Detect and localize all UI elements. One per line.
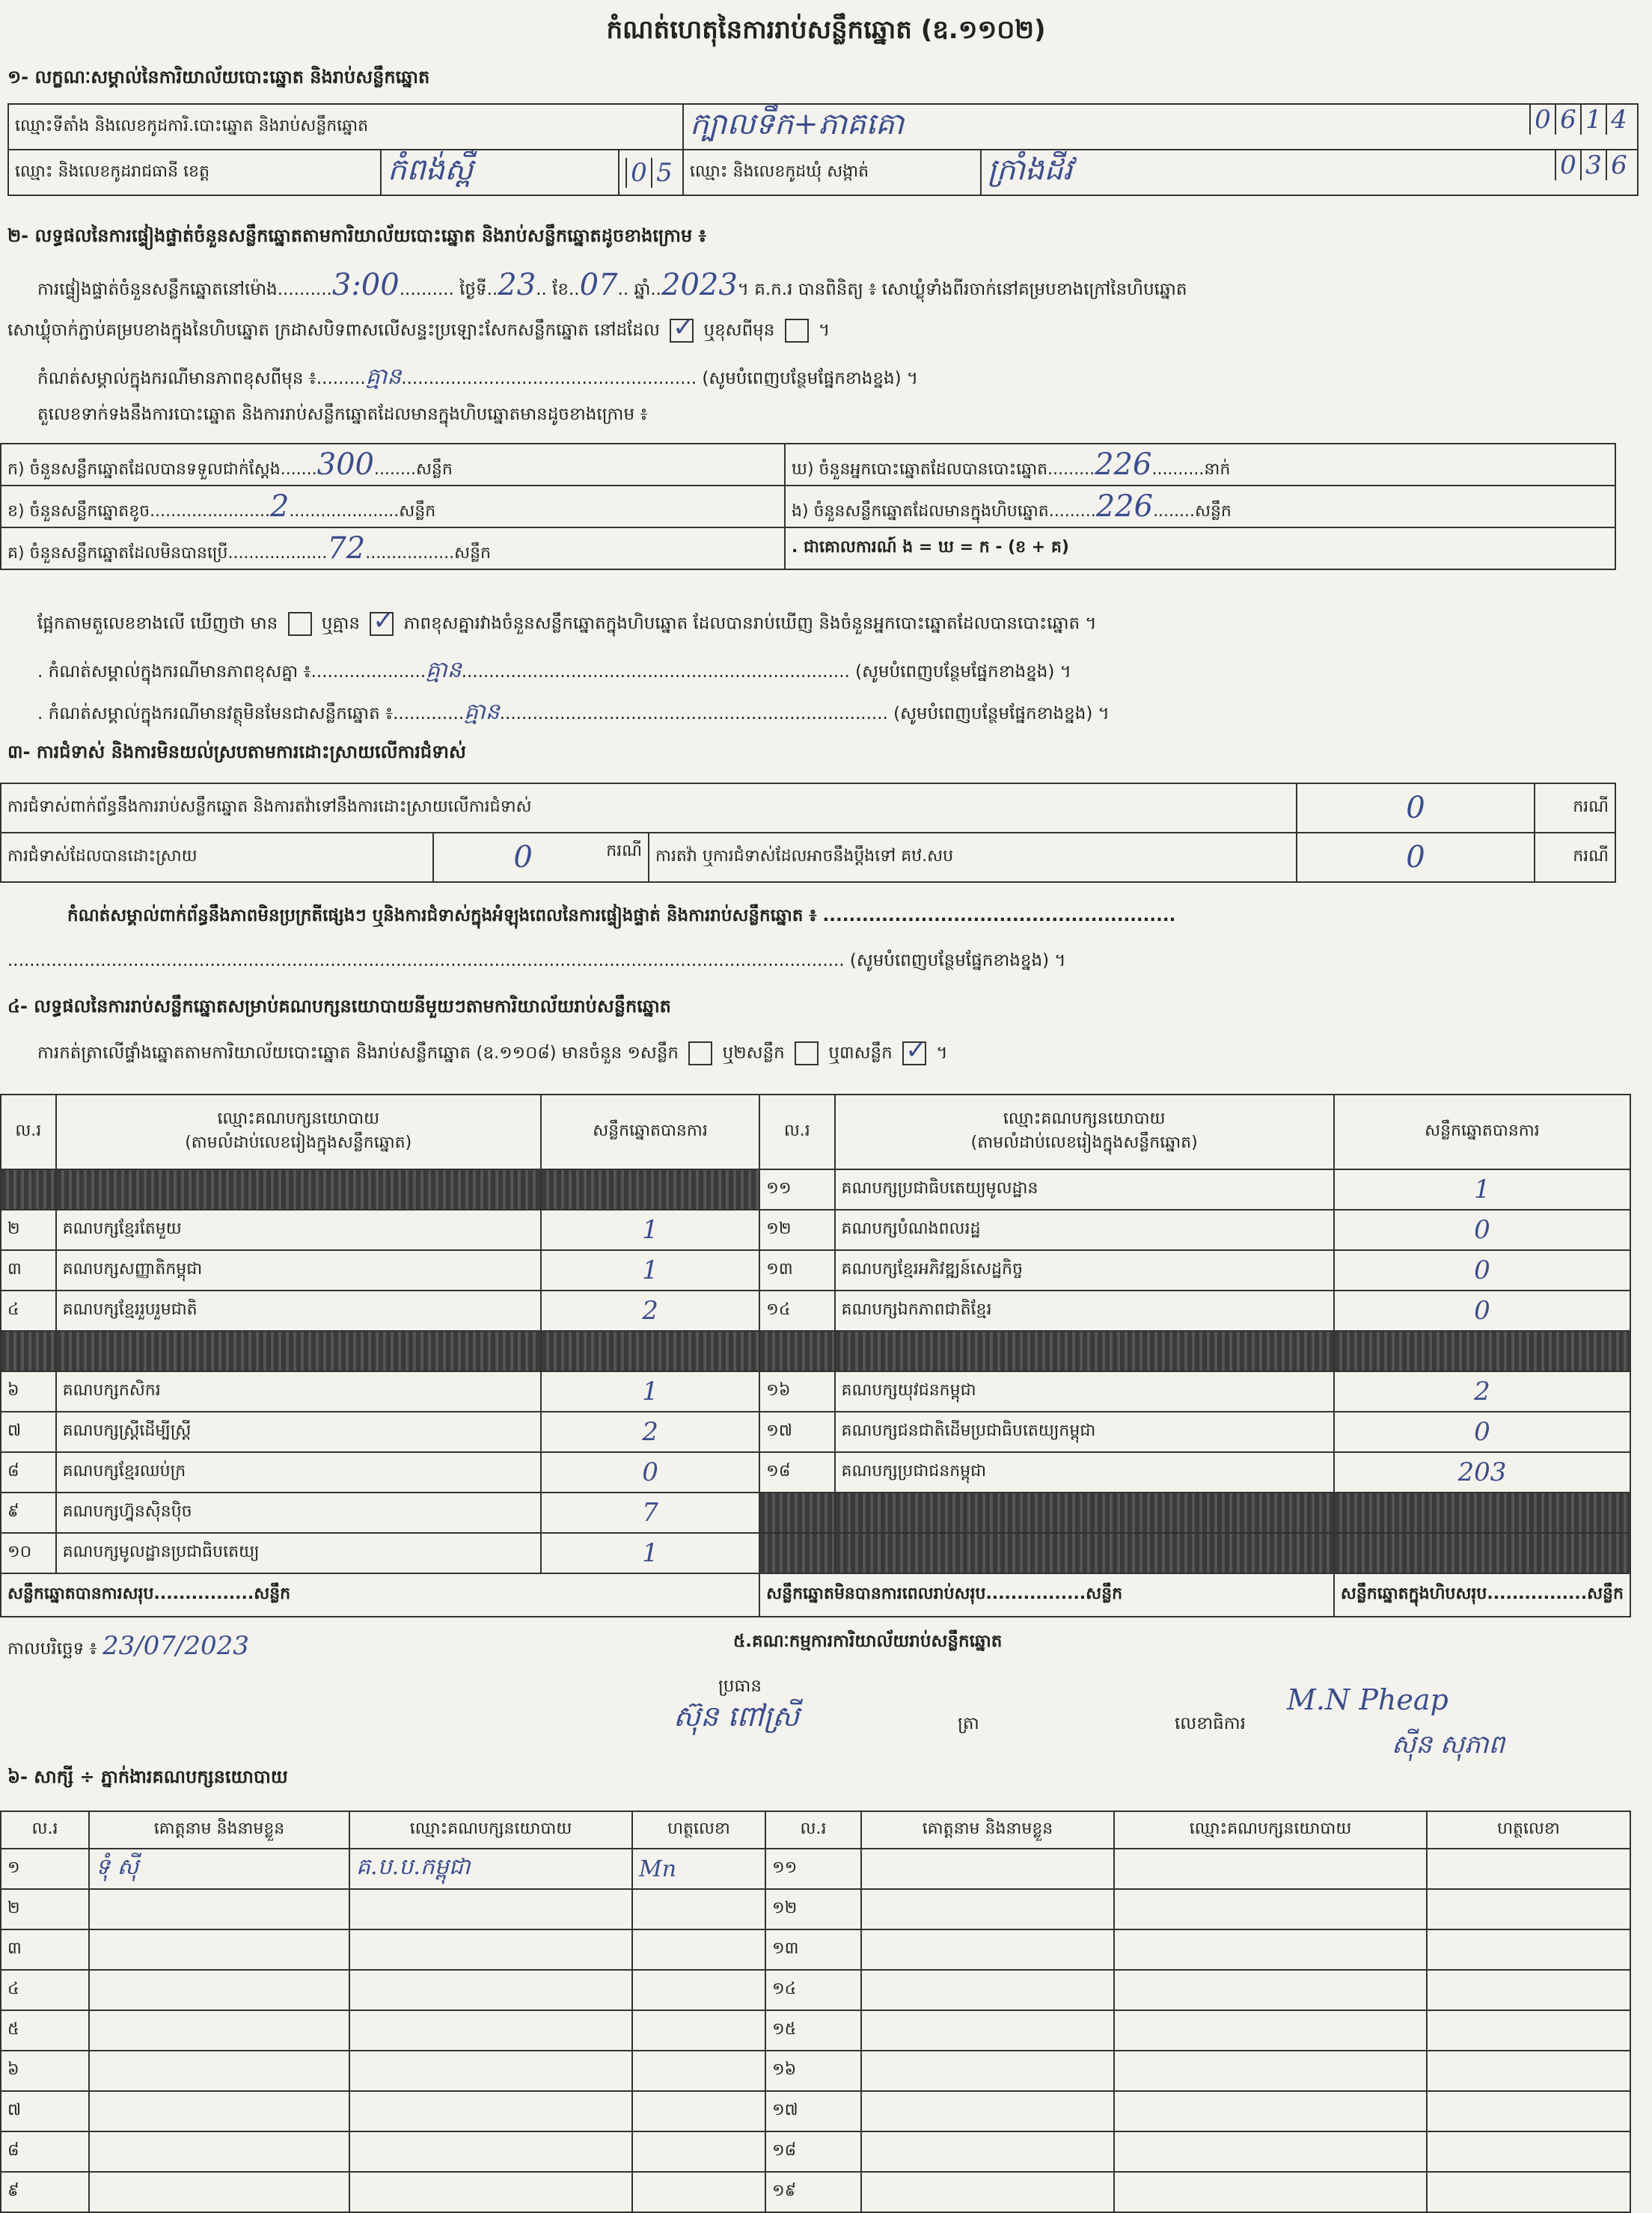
party-no: [1, 1331, 56, 1371]
verify-month-value: 07: [579, 268, 618, 302]
dots: ................: [985, 1585, 1086, 1603]
party-no: ៣: [1, 1250, 56, 1291]
party-row: [1, 1331, 1630, 1371]
party-name: គណបក្សខ្មែររួបរួមជាតិ: [56, 1291, 541, 1331]
unused-ballots-value: 72: [327, 530, 366, 566]
witness-no: ៧: [1, 2091, 89, 2131]
station-label: ឈ្មោះទីតាំង និងលេខកូដការិ.បោះឆ្នោត និងរាប់សន្លឹកឆ្នោត: [8, 104, 683, 150]
secretary-label: លេខាធិការ: [1175, 1714, 1246, 1733]
witness-name: [861, 2091, 1114, 2131]
witness-party: [349, 2172, 632, 2212]
party-name: គណបក្សបំណងពលរដ្ឋ: [835, 1210, 1334, 1250]
witness-signature: [1427, 1849, 1630, 1889]
received-ballots-value: 300: [316, 447, 375, 482]
party-no: [759, 1331, 834, 1371]
witness-name: [861, 1970, 1114, 2010]
ballots-in-box-label: ង) ចំនួនសន្លឹកឆ្នោតដែលមានក្នុងហិបឆ្នោត: [792, 501, 1049, 521]
witness-no: ១: [1, 1849, 89, 1889]
complaints-resolved-value: 0: [513, 840, 533, 875]
party-no: [759, 1493, 834, 1533]
witness-name: [89, 2131, 349, 2172]
party-name: គណបក្សមូលដ្ឋានប្រជាធិបតេយ្យ: [56, 1533, 541, 1573]
verify-day-value: 23: [498, 268, 536, 302]
section3-heading: ៣- ការជំទាស់ និងការមិនយល់ស្របតាមការដោះស្រាយលើការជំទាស់: [7, 741, 466, 762]
unit-label: នាក់: [1204, 459, 1231, 479]
party-no: ១៣: [759, 1250, 834, 1291]
witness-col-party: ឈ្មោះគណបក្សនយោបាយ: [349, 1811, 632, 1849]
three-sheets-label: ឬ៣សន្លឹក: [828, 1043, 893, 1063]
total-valid-cell: [1, 1573, 759, 1617]
stamp-label: ត្រា: [958, 1714, 979, 1733]
unit-label: សន្លឹក: [1086, 1585, 1123, 1603]
discrepancy-no-label: ឬគ្មាន: [321, 613, 360, 634]
line-end: ។: [936, 1043, 948, 1063]
witness-row: [1, 2051, 1630, 2091]
witness-name: [861, 1849, 1114, 1889]
witness-name: ទុំ ស៊ី: [89, 1849, 349, 1889]
witness-name: [861, 2051, 1114, 2091]
party-no: ១៤: [759, 1291, 834, 1331]
seal-intact-checkbox[interactable]: [670, 319, 694, 343]
witness-name: [89, 2091, 349, 2131]
witness-table: [0, 1811, 1631, 2213]
witness-party: [349, 2131, 632, 2172]
commune-code-digit: 0: [1555, 150, 1580, 180]
commune-code-digit: 6: [1606, 150, 1631, 180]
note-object-label: . កំណត់សម្គាល់ក្នុងករណីមានវត្ថុមិនមែនជាសន្លឹកឆ្នោត ៖: [37, 704, 394, 723]
witness-signature: [632, 2091, 765, 2131]
party-name: [835, 1493, 1334, 1533]
difference-note-suffix: (សូមបំពេញបន្ថែមផ្នែកខាងខ្នង) ។: [702, 369, 919, 388]
seal-changed-label: ឬខុសពីមុន: [703, 320, 775, 340]
witness-party: [1114, 1929, 1427, 1970]
total-valid-label: សន្លឹកឆ្នោតបានការសរុប: [7, 1585, 154, 1603]
verify-time-value: 3:00: [331, 268, 400, 302]
seal-intact-label: សោឃ្លុំចាក់ភ្ជាប់គម្របខាងក្នុងនៃហិបឆ្នោត ក្រដាសបិទពាសលើសន្ទះប្រឡោះសែកសន្លឹកឆ្នោត នៅដដែល: [7, 320, 660, 340]
witness-signature: [632, 2010, 765, 2051]
party-no: ៧: [1, 1412, 56, 1452]
counts-table: ក) ចំនួនសន្លឹកឆ្នោតដែលបានទទួលជាក់ស្តែង.......300........សន្លឹក ឃ) ចំនួនអ្នកបោះឆ្នោតដែលបានបោះឆ្នោត.........226..........នាក់ ខ) ចំនួនសន្លឹកឆ្នោតខូច.......................2.....................សន្លឹក ង) ចំនួនសន្លឹកឆ្នោតដែលមានក្នុងហិបឆ្នោត.........226........សន្លឹក គ) ចំនួនសន្លឹកឆ្នោតដែលមិនបានប្រើ...................72.................សន្លឹក . ជាគោលការណ៍ ង = ឃ = ក - (ខ + គ): [0, 443, 1616, 570]
witness-signature: [632, 1970, 765, 2010]
difference-note-value: គ្មាន: [365, 364, 402, 390]
unit-label: ករណី: [606, 842, 642, 860]
witness-no: ៣: [1, 1929, 89, 1970]
received-ballots-label: ក) ចំនួនសន្លឹកឆ្នោតដែលបានទទួលជាក់ស្តែង: [7, 459, 281, 479]
witness-no: ១៥: [765, 2010, 861, 2051]
witness-col-sign: ហត្ថលេខា: [632, 1811, 765, 1849]
witness-signature: [1427, 2010, 1630, 2051]
party-votes: 7: [541, 1493, 759, 1533]
verify-year-label: ឆ្នាំ: [634, 280, 651, 299]
verification-line-2: [7, 319, 830, 345]
page-title: កំណត់ហេតុនៃការរាប់សន្លឹកឆ្នោត (ឧ.១១០២): [606, 15, 1046, 45]
note-discrepancy-suffix: (សូមបំពេញបន្ថែមផ្នែកខាងខ្នង) ។: [855, 662, 1071, 682]
appeals-value: 0: [1406, 840, 1425, 875]
discrepancy-no-checkbox[interactable]: [370, 612, 394, 636]
total-box-cell: [1334, 1573, 1630, 1617]
witness-party: [349, 2010, 632, 2051]
party-votes: 1: [541, 1371, 759, 1412]
voters-voted-value: 226: [1095, 447, 1152, 482]
party-no: ១៨: [759, 1452, 834, 1493]
unit-label: សន្លឹក: [254, 1585, 291, 1603]
col-party-subheader: (តាមលំដាប់លេខរៀងក្នុងសន្លឹកឆ្នោត): [185, 1133, 412, 1152]
witness-signature: [1427, 2091, 1630, 2131]
secretary-signature: M.N Pheap: [1287, 1683, 1448, 1716]
section6-heading: ៦- សាក្សី ÷ ភ្នាក់ងារគណបក្សនយោបាយ: [7, 1766, 288, 1787]
note-object-line: . កំណត់សម្គាល់ក្នុងករណីមានវត្ថុមិនមែនជាសន្លឹកឆ្នោត ៖.............គ្មាន....................................................................... (សូមបំពេញបន្ថែមផ្នែកខាងខ្នង) ។: [37, 699, 1110, 725]
complaints-table: [0, 783, 1616, 883]
witness-party: [1114, 1889, 1427, 1929]
party-votes: 0: [1334, 1412, 1630, 1452]
witness-no: ១១: [765, 1849, 861, 1889]
province-value: កំពង់ស្ពឺ: [388, 153, 474, 187]
witness-signature: [632, 2051, 765, 2091]
witness-party: [1114, 2131, 1427, 2172]
witness-name: [861, 2010, 1114, 2051]
party-name: គណបក្សសញ្ញាតិកម្ពុជា: [56, 1250, 541, 1291]
col-party-header: ឈ្មោះគណបក្សនយោបាយ: [217, 1109, 380, 1128]
party-row: [1, 1291, 1630, 1331]
witness-name: [89, 1889, 349, 1929]
party-votes: 1: [1334, 1169, 1630, 1210]
station-code-digit: 0: [1529, 105, 1555, 135]
commune-code-digit: 3: [1580, 150, 1606, 180]
witness-party: [349, 1970, 632, 2010]
sheet-count-line: [37, 1041, 948, 1068]
witness-no: ២: [1, 1889, 89, 1929]
seal-changed-checkbox[interactable]: [785, 319, 809, 343]
discrepancy-desc: ភាពខុសគ្នារវាងចំនួនសន្លឹកឆ្នោតក្នុងហិបឆ្នោត ដែលបានរាប់ឃើញ និងចំនួនអ្នកបោះឆ្នោតដែលបានបោះឆ្នោត ។: [403, 613, 1097, 634]
secretary-name: ស៊ីន សុភាព: [1392, 1730, 1505, 1760]
witness-name: [89, 1970, 349, 2010]
party-name: [56, 1169, 541, 1210]
witness-party: គ.ប.ប.កម្ពុជា: [349, 1849, 632, 1889]
unit-label: សន្លឹក: [454, 543, 492, 563]
witness-no: ៦: [1, 2051, 89, 2091]
col-party-subheader: (តាមលំដាប់លេខរៀងក្នុងសន្លឹកឆ្នោត): [970, 1133, 1198, 1152]
witness-signature: [1427, 1970, 1630, 2010]
party-votes: 1: [541, 1533, 759, 1573]
witness-row: [1, 2131, 1630, 2172]
witness-no: ១៧: [765, 2091, 861, 2131]
witness-signature: [1427, 2131, 1630, 2172]
line-end: ។: [819, 320, 830, 340]
verify-line1-tail: ។ គ.ក.រ បានពិនិត្យ ៖ សោឃ្លុំទាំងពីរចាក់នៅគម្របខាងក្រៅនៃហិបឆ្នោត: [737, 280, 1187, 299]
party-votes: 0: [1334, 1291, 1630, 1331]
two-sheets-label: ឬ២សន្លឹក: [722, 1043, 785, 1063]
party-name: គណបក្សប្រជាជនកម្ពុជា: [835, 1452, 1334, 1493]
station-table: [7, 103, 1639, 196]
party-name: គណបក្សស្ត្រីដើម្បីស្ត្រី: [56, 1412, 541, 1452]
unit-label: សន្លឹក: [415, 459, 453, 479]
party-name: គណបក្សប្រជាធិបតេយ្យមូលដ្ឋាន: [835, 1169, 1334, 1210]
col-votes-header: សន្លឹកឆ្នោតបានការ: [1334, 1095, 1630, 1169]
witness-party: [1114, 2010, 1427, 2051]
party-row: [1, 1493, 1630, 1533]
committee-heading: ៥.គណៈកម្មការការិយាល័យរាប់សន្លឹកឆ្នោត: [733, 1632, 1003, 1651]
province-code-digit: 5: [651, 158, 676, 188]
witness-signature: [632, 2172, 765, 2212]
witness-name: [89, 1929, 349, 1970]
witness-party: [1114, 2091, 1427, 2131]
section2-heading: ២- លទ្ធផលនៃការផ្ទៀងផ្ទាត់ចំនួនសន្លឹកឆ្នោតតាមការិយាល័យបោះឆ្នោត និងរាប់សន្លឹកឆ្នោតដូចខាងក្រោម ៖: [7, 225, 707, 246]
witness-col-name: គោត្តនាម និងនាមខ្លួន: [89, 1811, 349, 1849]
party-name: [835, 1533, 1334, 1573]
party-no: ៤: [1, 1291, 56, 1331]
witness-no: ៤: [1, 1970, 89, 2010]
witness-party: [349, 2091, 632, 2131]
witness-no: ៥: [1, 2010, 89, 2051]
party-name: [835, 1331, 1334, 1371]
voters-voted-label: ឃ) ចំនួនអ្នកបោះឆ្នោតដែលបានបោះឆ្នោត: [792, 459, 1048, 479]
party-no: ១២: [759, 1210, 834, 1250]
verify-day-label: ថ្ងៃទី: [459, 280, 487, 299]
party-no: ១៦: [759, 1371, 834, 1412]
party-votes: [541, 1331, 759, 1371]
witness-name: [861, 1929, 1114, 1970]
discrepancy-yes-checkbox[interactable]: [288, 612, 312, 636]
witness-party: [1114, 2172, 1427, 2212]
witness-party: [1114, 2051, 1427, 2091]
difference-note-line: កំណត់សម្គាល់ក្នុងករណីមានភាពខុសពីមុន ៖.........គ្មាន...................................................... (សូមបំពេញបន្ថែមផ្នែកខាងខ្នង) ។: [37, 364, 919, 390]
witness-no: ១២: [765, 1889, 861, 1929]
col-party-header: ឈ្មោះគណបក្សនយោបាយ: [1003, 1109, 1166, 1128]
total-invalid-label: សន្លឹកឆ្នោតមិនបានការពេលរាប់សរុប: [766, 1585, 986, 1603]
party-votes: 203: [1334, 1452, 1630, 1493]
witness-col-party: ឈ្មោះគណបក្សនយោបាយ: [1114, 1811, 1427, 1849]
party-no: ១១: [759, 1169, 834, 1210]
section1-heading: ១- លក្ខណៈសម្គាល់នៃការិយាល័យបោះឆ្នោត និងរាប់សន្លឹកឆ្នោត: [7, 67, 430, 88]
party-votes: 0: [1334, 1250, 1630, 1291]
commune-label: ឈ្មោះ និងលេខកូដឃុំ សង្កាត់: [683, 150, 981, 195]
unit-label: សន្លឹក: [1587, 1585, 1624, 1603]
party-votes: [1334, 1331, 1630, 1371]
station-code-digit: 6: [1555, 105, 1580, 135]
witness-row: [1, 2091, 1630, 2131]
party-no: ២: [1, 1210, 56, 1250]
witness-party: [1114, 1849, 1427, 1889]
chair-signature: ស៊ុន ពៅស្រី: [673, 1700, 800, 1733]
witness-name: [89, 2051, 349, 2091]
station-value: ក្បាលទឹក+ភាគគោ: [690, 107, 905, 141]
party-votes: [1334, 1533, 1630, 1573]
witness-col-no: ល.រ: [765, 1811, 861, 1849]
witness-signature: [1427, 1889, 1630, 1929]
party-name: គណបក្សយុវជនកម្ពុជា: [835, 1371, 1334, 1412]
witness-row: [1, 2010, 1630, 2051]
chair-label: ប្រធាន: [718, 1677, 762, 1696]
verify-time-label: ការផ្ទៀងផ្ទាត់ចំនួនសន្លឹកឆ្នោតនៅម៉ោង: [37, 280, 278, 299]
difference-note-label: កំណត់សម្គាល់ក្នុងករណីមានភាពខុសពីមុន ៖: [37, 369, 316, 388]
irregularity-note-label: កំណត់សម្គាល់ពាក់ព័ន្ធនឹងភាពមិនប្រក្រតីផ្សេងៗ ឬនិងការជំទាស់ក្នុងអំឡុងពេលនៃការផ្ទៀងផ្ទាត់ និងការរាប់សន្លឹកឆ្នោត ៖: [67, 906, 817, 925]
witness-party: [1114, 1970, 1427, 2010]
irregularity-note: កំណត់សម្គាល់ពាក់ព័ន្ធនឹងភាពមិនប្រក្រតីផ្សេងៗ ឬនិងការជំទាស់ក្នុងអំឡុងពេលនៃការផ្ទៀងផ្ទាត់ និងការរាប់សន្លឹកឆ្នោត ៖ ......................................................: [67, 906, 1176, 925]
witness-row: [1, 1970, 1630, 2010]
discrepancy-yes-label: ផ្អែកតាមតួលេខខាងលើ ឃើញថា មាន: [37, 613, 278, 634]
col-no-header: ល.រ: [1, 1095, 56, 1169]
party-row: [1, 1452, 1630, 1493]
spoiled-ballots-value: 2: [269, 489, 290, 524]
note-object-suffix: (សូមបំពេញបន្ថែមផ្នែកខាងខ្នង) ។: [893, 704, 1110, 723]
party-votes: 1: [541, 1250, 759, 1291]
note-discrepancy-label: . កំណត់សម្គាល់ក្នុងករណីមានភាពខុសគ្នា ៖: [37, 662, 311, 682]
party-row: [1, 1412, 1630, 1452]
witness-row: [1, 2172, 1630, 2212]
province-label: ឈ្មោះ និងលេខកូដរាជធានី ខេត្ត: [8, 150, 381, 195]
appeals-label: ការតវ៉ា ឬការជំទាស់ដែលអាចនឹងប្តឹងទៅ គឋ.សប: [649, 833, 1297, 882]
witness-signature: [632, 1929, 765, 1970]
party-votes: 1: [541, 1210, 759, 1250]
party-no: [1, 1169, 56, 1210]
formula-principle: . ជាគោលការណ៍ ង = ឃ = ក - (ខ + គ): [785, 527, 1615, 569]
complaints-resolved-label: ការជំទាស់ដែលបានដោះស្រាយ: [1, 833, 433, 882]
party-votes: 2: [541, 1291, 759, 1331]
three-sheets-checkbox[interactable]: [902, 1041, 926, 1065]
witness-row: [1, 1889, 1630, 1929]
unused-ballots-label: គ) ចំនួនសន្លឹកឆ្នោតដែលមិនបានប្រើ: [7, 543, 228, 563]
total-box-label: សន្លឹកឆ្នោតក្នុងហិបសរុប: [1340, 1585, 1487, 1603]
spoiled-ballots-label: ខ) ចំនួនសន្លឹកឆ្នោតខូច: [7, 501, 150, 521]
party-votes: [1334, 1493, 1630, 1533]
party-votes: 0: [541, 1452, 759, 1493]
note-discrepancy-value: គ្មាន: [426, 657, 462, 683]
party-votes: 0: [1334, 1210, 1630, 1250]
witness-party: [349, 2051, 632, 2091]
witness-no: ១៤: [765, 1970, 861, 2010]
witness-no: ៩: [1, 2172, 89, 2212]
unit-label: សន្លឹក: [399, 501, 436, 521]
party-no: [759, 1533, 834, 1573]
party-votes: [541, 1169, 759, 1210]
witness-party: [349, 1929, 632, 1970]
witness-name: [89, 2172, 349, 2212]
party-name: គណបក្សខ្មែរអភិវឌ្ឍន៍សេដ្ឋកិច្ច: [835, 1250, 1334, 1291]
witness-no: ១៦: [765, 2051, 861, 2091]
witness-no: ៨: [1, 2131, 89, 2172]
witness-row: [1, 1929, 1630, 1970]
party-name: គណបក្សខ្មែរឈប់ក្រ: [56, 1452, 541, 1493]
party-no: ៨: [1, 1452, 56, 1493]
party-no: ៩: [1, 1493, 56, 1533]
witness-col-no: ល.រ: [1, 1811, 89, 1849]
discrepancy-line: [37, 612, 1097, 638]
date-value: 23/07/2023: [102, 1631, 249, 1661]
dots: ................: [1487, 1585, 1588, 1603]
party-votes: 2: [541, 1412, 759, 1452]
witness-rows: [1, 1849, 1630, 2212]
witness-signature: [1427, 1929, 1630, 1970]
witness-row: [1, 1849, 1630, 1889]
witness-no: ១៩: [765, 2172, 861, 2212]
two-sheets-checkbox[interactable]: [795, 1041, 819, 1065]
figures-intro: តួលេខទាក់ទងនឹងការបោះឆ្នោត និងការរាប់សន្លឹកឆ្នោតដែលមានក្នុងហិបឆ្នោតមានដូចខាងក្រោម ៖: [37, 405, 648, 424]
party-no: ១០: [1, 1533, 56, 1573]
witness-name: [89, 2010, 349, 2051]
witness-signature: [632, 2131, 765, 2172]
note-discrepancy-line: . កំណត់សម្គាល់ក្នុងករណីមានភាពខុសគ្នា ៖.....................គ្មាន....................................................................... (សូមបំពេញបន្ថែមផ្នែកខាងខ្នង) ។: [37, 657, 1071, 683]
witness-name: [861, 2131, 1114, 2172]
party-name: គណបក្សឯកភាពជាតិខ្មែរ: [835, 1291, 1334, 1331]
sheet-count-label: ការកត់ត្រាលើផ្ទាំងឆ្នោតតាមការិយាល័យបោះឆ្នោត និងរាប់សន្លឹកឆ្នោត (ឧ.១១០៨) មានចំនួន ១សន្លឹក: [37, 1043, 679, 1063]
party-name: [56, 1331, 541, 1371]
col-votes-header: សន្លឹកឆ្នោតបានការ: [541, 1095, 759, 1169]
one-sheet-checkbox[interactable]: [688, 1041, 712, 1065]
party-no: ៦: [1, 1371, 56, 1412]
verify-month-label: ខែ: [552, 280, 569, 299]
section4-heading: ៤- លទ្ធផលនៃការរាប់សន្លឹកឆ្នោតសម្រាប់គណបក្សនយោបាយនីមួយៗតាមការិយាល័យរាប់សន្លឹកឆ្នោត: [7, 996, 671, 1017]
party-name: គណបក្សខ្មែរតែមួយ: [56, 1210, 541, 1250]
party-rows: [1, 1169, 1630, 1573]
col-no-header: ល.រ: [759, 1095, 834, 1169]
irregularity-note-suffix: (សូមបំពេញបន្ថែមផ្នែកខាងខ្នង) ។: [849, 951, 1066, 970]
station-code-digit: 1: [1580, 105, 1606, 135]
complaints-total-label: ការជំទាស់ពាក់ព័ន្ធនឹងការរាប់សន្លឹកឆ្នោត និងការតវ៉ាទៅនឹងការដោះស្រាយលើការជំទាស់: [1, 783, 1297, 833]
verify-year-value: 2023: [661, 268, 738, 302]
date-label: កាលបរិច្ឆេទ ៖: [7, 1639, 97, 1659]
witness-party: [349, 1889, 632, 1929]
witness-name: [861, 1889, 1114, 1929]
note-object-value: គ្មាន: [464, 699, 500, 725]
date-line: [7, 1631, 249, 1663]
party-row: [1, 1533, 1630, 1573]
party-row: [1, 1371, 1630, 1412]
witness-signature: Mn: [632, 1849, 765, 1889]
commune-value: ក្រាំងដីវ: [988, 153, 1073, 187]
unit-label: ករណី: [1535, 833, 1615, 882]
witness-no: ១៣: [765, 1929, 861, 1970]
party-row: [1, 1210, 1630, 1250]
party-name: គណបក្សកសិករ: [56, 1371, 541, 1412]
province-code-digit: 0: [625, 158, 651, 188]
party-votes: 2: [1334, 1371, 1630, 1412]
dots: ................: [153, 1585, 254, 1603]
witness-signature: [1427, 2172, 1630, 2212]
party-name: គណបក្សជនជាតិដើមប្រជាធិបតេយ្យកម្ពុជា: [835, 1412, 1334, 1452]
ballots-in-box-value: 226: [1095, 489, 1154, 524]
witness-col-sign: ហត្ថលេខា: [1427, 1811, 1630, 1849]
verification-line-1: ការផ្ទៀងផ្ទាត់ចំនួនសន្លឹកឆ្នោតនៅម៉ោង..........3:00.......... ថ្ងៃទី..23.. ខែ..07.. ឆ្នាំ..2023។ គ.ក.រ បានពិនិត្យ ៖ សោឃ្លុំទាំងពីរចាក់នៅគម្របខាងក្រៅនៃហិបឆ្នោត: [37, 268, 1187, 302]
party-row: [1, 1169, 1630, 1210]
party-row: [1, 1250, 1630, 1291]
party-name: គណបក្សហ្វ៊ុនស៊ិនប៉ិច: [56, 1493, 541, 1533]
party-no: ១៧: [759, 1412, 834, 1452]
station-code-digit: 4: [1606, 105, 1631, 135]
party-results-table: [0, 1094, 1631, 1617]
witness-name: [861, 2172, 1114, 2212]
complaints-total-value: 0: [1406, 791, 1425, 825]
unit-label: ករណី: [1535, 783, 1615, 833]
irregularity-note-line2: ......................................................................................................................................................... (សូមបំពេញបន្ថែមផ្នែកខាងខ្នង) ។: [7, 951, 1066, 970]
unit-label: សន្លឹក: [1195, 501, 1232, 521]
witness-no: ១៨: [765, 2131, 861, 2172]
total-invalid-cell: [759, 1573, 1334, 1617]
witness-col-name: គោត្តនាម និងនាមខ្លួន: [861, 1811, 1114, 1849]
witness-signature: [632, 1889, 765, 1929]
witness-signature: [1427, 2051, 1630, 2091]
